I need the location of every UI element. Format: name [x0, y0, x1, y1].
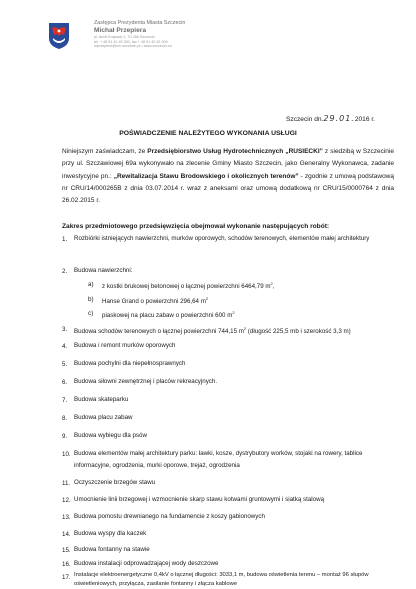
list-item: Budowa wybiegu dla psów	[74, 432, 147, 439]
list-item-number: 5.	[62, 361, 68, 368]
address-line: pl. Armii Krajowej 1, 70-456 Szczecin	[94, 35, 155, 40]
date-suffix: 2016 r.	[354, 116, 376, 123]
list-item-number: 7.	[62, 397, 68, 404]
list-item-number: 17.	[62, 574, 71, 581]
list-item: Umocnienie linii brzegowej i wzmocnienie skarp stawu kotwami gruntowymi i siatką stalową	[74, 496, 325, 503]
list-item-number: 4.	[62, 343, 68, 350]
intro-text-1: Niniejszym zaświadczam, że	[62, 148, 148, 155]
list-item-number: 1.	[62, 236, 68, 243]
list-item-number: 9.	[62, 433, 68, 440]
project-name: „Rewitalizacja Stawu Brodowskiego i okolicznych terenów”	[113, 172, 299, 180]
sub-item-letter: a)	[88, 281, 94, 288]
list-item: Budowa wyspy dla kaczek	[74, 530, 147, 537]
sub-item: Hanse Grand o powierzchni 296,64 $m^2$	[102, 296, 209, 305]
list-item: Oczyszczenie brzegów stawu	[74, 479, 156, 486]
list-item: Budowa pomostu drewnianego na fundamencie z koszy gabionowych	[74, 513, 265, 520]
sub-item-letter: b)	[88, 296, 94, 303]
list-item: Budowa skateparku	[74, 396, 129, 403]
intro-text-2: z siedzibą w Szczecinie przy ul. Szczawiowej 69a wykonywało na zlecenie Gminy Miasto Szczecin, jako Generalny Wykonawca, zadanie inwestycyjne pn.:	[62, 148, 394, 180]
list-item: Budowa fontanny na stawie	[74, 546, 150, 553]
letterhead	[94, 20, 294, 49]
list-item-number: 8.	[62, 415, 68, 422]
intro-text-3: - zgodnie z umową podstawową nr CRU/14/000265B z dnia 03.07.2014 r. wraz z aneksami oraz umową dodatkową nr CRU/15/0000764 z dnia 26.02.2015 r.	[62, 172, 394, 205]
list-item: Budowa placu zabaw	[74, 414, 133, 421]
phone-line: tel. + 48 91 42 45 383, fax + 48 91 42 45 309	[94, 39, 168, 44]
list-item-number: 15.	[62, 547, 71, 554]
sub-item-letter: c)	[88, 310, 94, 317]
date-line	[286, 114, 375, 123]
date-prefix: Szczecin dn.	[286, 116, 324, 123]
sub-item: z kostki brukowej betonowej o łącznej powierzchni 6464,79 $m^2$,	[102, 281, 275, 290]
sub-item: piaskowej na placu zabaw o powierzchni 600 $m^2$	[102, 310, 235, 319]
city-crest-logo	[48, 22, 70, 50]
list-item: Budowa schodów terenowych o łącznej powierzchni 744,15 $m^2$ (długość 225,5 mb i szerokość 3,3 m)	[74, 326, 351, 335]
scope-heading: Zakres przedmiotowego przedsięwzięcia obejmował wykonanie następujących robót:	[62, 223, 330, 230]
list-item: Budowa nawierzchni:	[74, 267, 133, 274]
list-item: Budowa i remont murków oporowych	[74, 342, 176, 349]
office-title: Zastępca Prezydenta Miasta Szczecin	[94, 20, 186, 26]
list-item: Instalacje elektroenergetyczne 0,4kV o łącznej długości: 3033,1 m, budowa oświetlenia terenu – montaż 96 słupów oświetleniowych, przyłącza, zasilanie fontanny i złącza kablowe	[74, 572, 369, 587]
list-item-number: 13.	[62, 514, 71, 521]
official-name: Michał Przepiera	[94, 27, 147, 35]
company-name: Przedsiębiorstwo Usług Hydrotechnicznych „RUSIECKI”	[147, 148, 323, 155]
list-item-number: 14.	[62, 531, 71, 538]
list-item-number: 3.	[62, 326, 68, 333]
list-item-number: 12.	[62, 497, 71, 504]
list-item-number: 11.	[62, 480, 71, 487]
list-item: Budowa instalacji odprowadzającej wody deszczowe	[74, 560, 219, 567]
list-item-number: 10.	[62, 451, 71, 458]
intro-paragraph	[62, 146, 394, 207]
list-item-number: 16.	[62, 561, 71, 568]
list-item: Rozbiórki istniejących nawierzchni, murków oporowych, schodów terenowych, elementów małej architektury	[74, 235, 370, 242]
list-item-number: 2.	[62, 268, 68, 275]
document-title: POŚWIADCZENIE NALEŻYTEGO WYKONANIA USŁUGI	[119, 130, 297, 137]
list-item: Budowa siłowni zewnętrznej i placów rekreacyjnych.	[74, 378, 218, 385]
list-item: Budowa elementów małej architektury parku: ławki, kosze, dystrybutory worków, stojaki na rowery, tablice informacyjne, ogrodzenia, murki oporowe, trejaż, ogrodzenia	[74, 450, 363, 469]
list-item-number: 6.	[62, 379, 68, 386]
handwritten-date: 29.01.	[323, 114, 355, 123]
email-line: mprzepiera@um.szczecin.pl • www.szczecin.eu	[94, 44, 172, 49]
list-item: Budowa pochylni dla niepełnosprawnych	[74, 360, 186, 367]
